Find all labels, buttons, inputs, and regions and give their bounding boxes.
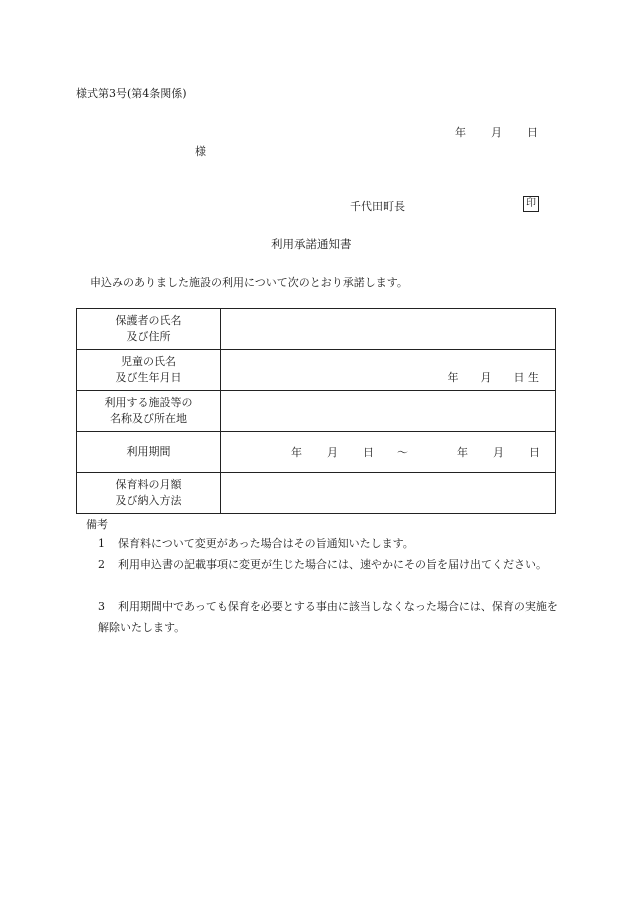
guardian-input-cell[interactable] — [221, 309, 556, 350]
note-number: 3 — [98, 600, 105, 613]
label-line: 利用期間 — [126, 445, 171, 458]
date-month: 月 — [491, 126, 502, 139]
table-row — [77, 432, 556, 473]
note-text: 利用申込書の記載事項に変更が生じた場合には、速やかにその旨を届け出てください。 — [118, 558, 547, 571]
issuer-title: 千代田町長 — [350, 200, 405, 213]
label-line: 名称及び所在地 — [110, 412, 187, 425]
period-end-month: 月 — [493, 446, 504, 459]
label-line: 利用する施設等の — [104, 396, 193, 409]
note-number: 2 — [98, 558, 105, 571]
label-line: 及び住所 — [126, 330, 171, 343]
fee-input-cell[interactable] — [221, 473, 556, 514]
period-input-cell[interactable] — [221, 432, 556, 473]
note-item-1 — [98, 533, 558, 554]
facility-input-cell[interactable] — [221, 391, 556, 432]
note-item-3 — [98, 596, 558, 638]
label-facility — [77, 391, 221, 432]
table-row — [77, 309, 556, 350]
period-tilde: ～ — [397, 446, 408, 459]
label-line: 保育料の月額 — [115, 478, 182, 491]
period-end-day: 日 — [529, 446, 540, 459]
label-line: 保護者の氏名 — [115, 314, 182, 327]
period-end-year: 年 — [457, 446, 468, 459]
intro-text: 申込みのありました施設の利用について次のとおり承諾します。 — [90, 276, 408, 289]
addressee-suffix: 様 — [195, 145, 206, 158]
label-fee — [77, 473, 221, 514]
period-start-year: 年 — [291, 446, 302, 459]
date-day: 日 — [527, 126, 538, 139]
document-title: 利用承諾通知書 — [271, 237, 352, 251]
table-row — [77, 350, 556, 391]
form-table — [76, 308, 556, 514]
note-number: 1 — [98, 537, 105, 550]
label-period — [77, 432, 221, 473]
period-start-month: 月 — [327, 446, 338, 459]
note-text: 利用期間中であっても保育を必要とする事由に該当しなくなった場合には、保育の実施を解除いたします。 — [98, 600, 558, 634]
seal-mark: 印 — [523, 196, 539, 212]
label-line: 及び納入方法 — [115, 494, 182, 507]
table-row — [77, 391, 556, 432]
label-child — [77, 350, 221, 391]
table-row — [77, 473, 556, 514]
child-input-cell[interactable] — [221, 350, 556, 391]
date-year: 年 — [455, 126, 466, 139]
birth-date-suffix: 年 月 日 生 — [447, 371, 539, 384]
note-item-2 — [98, 554, 558, 575]
period-start-day: 日 — [363, 446, 374, 459]
notes-title: 備考 — [86, 518, 108, 531]
label-line: 及び生年月日 — [115, 371, 182, 384]
label-line: 児童の氏名 — [121, 355, 176, 368]
form-number: 様式第3号(第4条関係) — [76, 87, 187, 100]
label-guardian — [77, 309, 221, 350]
note-text: 保育料について変更があった場合はその旨通知いたします。 — [118, 537, 414, 550]
